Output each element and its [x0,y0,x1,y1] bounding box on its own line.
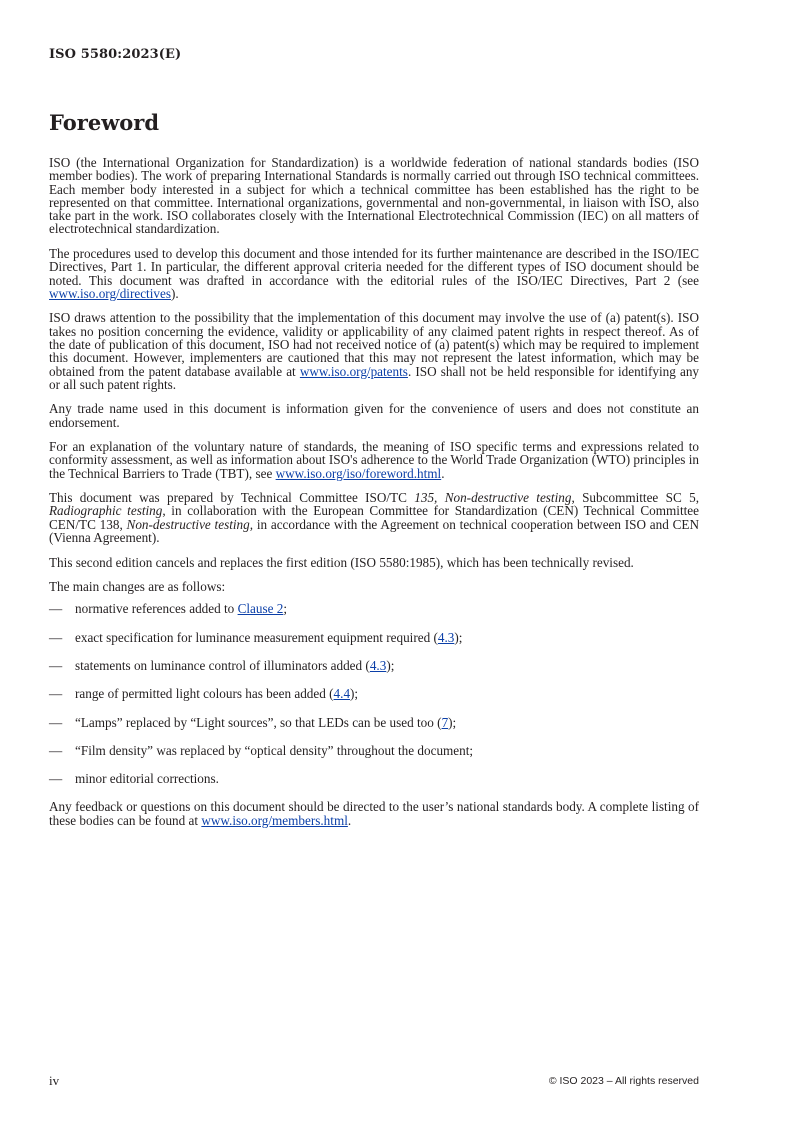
paragraph-text: Any feedback or questions on this document should be directed to the user’s national standards body. A complete listing of these bodies can be found at [49,799,699,828]
list-item-end: ; [283,601,288,617]
dash-marker: — [49,714,63,730]
dash-marker: — [49,686,63,702]
dash-marker: — [49,629,63,645]
list-item [49,772,699,785]
link-directives[interactable]: www.iso.org/directives [49,285,171,301]
list-item-end: ); [448,714,457,730]
cen-committee-title: Non-destructive testing, [126,516,254,532]
paragraph-text: , in collaboration with the European Committee for Standardization (CEN) Technical Committee CEN/TC 138, [49,503,699,532]
list-item-text: range of permitted light colours has been added ( [75,686,334,702]
list-item-text: “Film density” was replaced by “optical density” throughout the document; [75,742,474,758]
dash-marker: — [49,657,63,673]
paragraph-text: This document was prepared by Technical Committee ISO/TC [49,490,415,506]
paragraph-end: . ISO shall not be held responsible for identifying any or all such patent rights. [49,363,700,392]
list-item-text: “Lamps” replaced by “Light sources”, so that LEDs can be used too ( [75,714,442,730]
paragraph-feedback [49,800,699,827]
paragraph-text: in accordance with the Agreement on technical cooperation between ISO and CEN (Vienna Agreement). [49,516,700,546]
paragraph-text: ISO draws attention to the possibility that the implementation of this document may involve the use of (a) patent(s). ISO takes no position concerning the evidence, validity or applicability of any claimed patent rights in respect thereof. As of the date of publication of this document, ISO had not received notice of (a) patent(s) which may be required to implement this document. However, implementers are cautioned that this may not represent the latest information, which may be obtained from the patent database available at [49,310,699,379]
link-clause-2[interactable]: Clause 2 [237,601,284,617]
dash-marker: — [49,601,63,617]
list-item-text: normative references added to [75,601,238,617]
list-item-end: ); [454,629,463,645]
paragraph-end: . [441,465,445,481]
page-title: Foreword [49,110,160,135]
changes-list [49,602,699,785]
list-item-text: statements on luminance control of illuminators added ( [75,657,370,673]
list-item-text: exact specification for luminance measurement equipment required ( [75,629,438,645]
list-item [49,602,699,615]
document-id: ISO 5580:2023(E) [49,47,182,62]
link-foreword[interactable]: www.iso.org/iso/foreword.html [275,465,442,481]
committee-title: 135, Non-destructive testing [414,490,572,506]
link-7[interactable]: 7 [441,714,449,730]
paragraph-main-changes: The main changes are as follows: [49,579,226,595]
paragraph-text: The procedures used to develop this document and those intended for its further maintenance are described in the ISO/IEC Directives, Part 1. In particular, the different approval criteria needed for the different types of ISO document should be noted. This document was drafted in accordance with the editorial rules of the ISO/IEC Directives, Part 2 (see [49,245,699,288]
paragraph-end: . [347,812,352,828]
link-4-4[interactable]: 4.4 [333,686,351,702]
list-item [49,687,699,700]
paragraph-voluntary-nature [49,440,699,480]
list-item [49,631,699,644]
dash-marker: — [49,742,63,758]
list-item [49,744,699,757]
link-members[interactable]: www.iso.org/members.html [201,812,348,828]
list-item [49,659,699,672]
paragraph-iso-intro: ISO (the International Organization for Standardization) is a worldwide federation of national standards bodies (ISO member bodies). The work of preparing International Standards is normally carried out through ISO technical committees. Each member body interested in a subject for which a technical committee has been established has the right to be represented on that committee. International organizations, governmental and non-governmental, in liaison with ISO, also take part in the work. ISO collaborates closely with the International Electrotechnical Commission (IEC) on all matters of electrotechnical standardization. [49,155,699,237]
paragraph-trade-name: Any trade name used in this document is information given for the convenience of users and does not constitute an endorsement. [49,401,699,430]
paragraph-committee [49,491,699,544]
paragraph-patents [49,311,699,391]
page-footer [49,1073,699,1089]
link-patents[interactable]: www.iso.org/patents [299,363,408,379]
list-item-end: ); [386,657,395,673]
list-item [49,716,699,729]
foreword-body [49,156,699,838]
subcommittee-title: Radiographic testing [49,503,163,519]
link-4-3[interactable]: 4.3 [437,629,455,645]
paragraph-end: ). [170,285,179,301]
link-4-3[interactable]: 4.3 [369,657,387,673]
page-number: iv [49,1073,60,1088]
list-item-end: ); [350,686,359,702]
paragraph-procedures [49,247,699,300]
paragraph-text: , Subcommittee SC 5, [571,490,700,506]
list-item-text: minor editorial corrections. [75,771,219,787]
paragraph-text: For an explanation of the voluntary nature of standards, the meaning of ISO specific terms and expressions related to conformity assessment, as well as information about ISO's adherence to the World Trade Organization (WTO) principles in the Technical Barriers to Trade (TBT), see [49,439,699,481]
paragraph-edition: This second edition cancels and replaces the first edition (ISO 5580:1985), which has been technically revised. [49,554,634,570]
copyright-notice: © ISO 2023 – All rights reserved [548,1075,699,1087]
dash-marker: — [49,771,63,787]
